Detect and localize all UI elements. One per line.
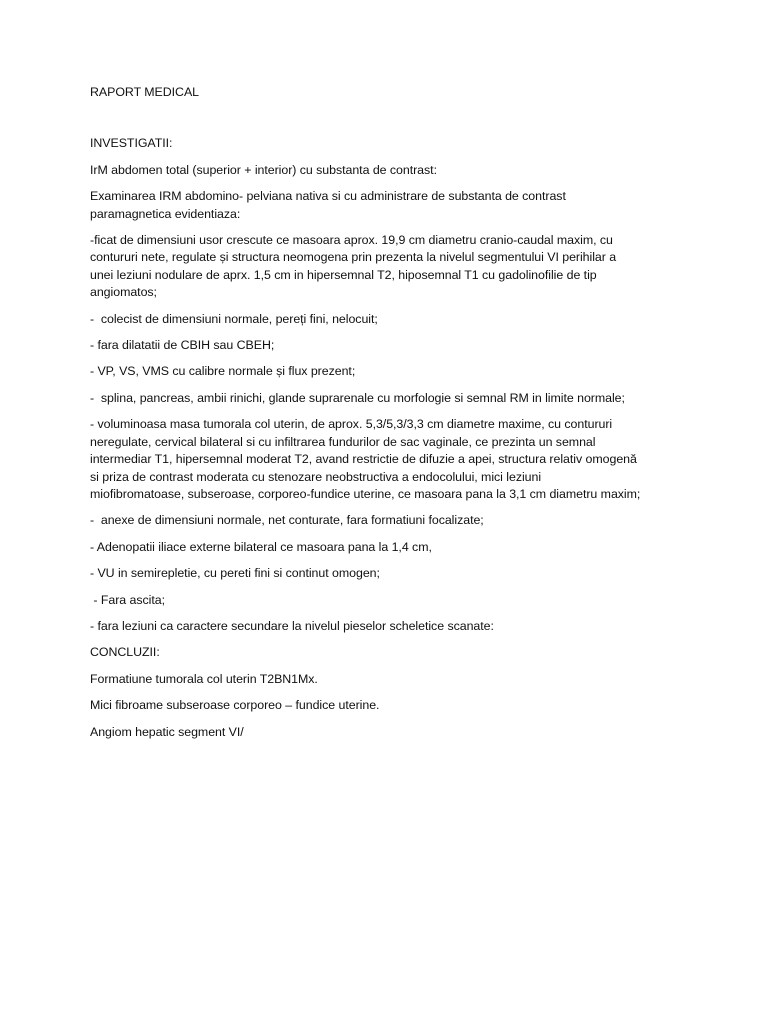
finding-cervical-mass <box>90 416 690 503</box>
finding-line: - colecist de dimensiuni normale, pereți fini, nelocuit; <box>90 311 378 326</box>
investigatii-heading-block <box>90 135 690 152</box>
finding-line: si priza de contrast moderata cu stenozare neobstructiva a endocolului, mici leziuni <box>90 469 542 484</box>
finding-bile-ducts <box>90 337 690 354</box>
exam-title: IrM abdomen total (superior + interior) cu substanta de contrast: <box>90 162 437 177</box>
conclusion-line: Mici fibroame subseroase corporeo – fundice uterine. <box>90 698 380 713</box>
document-title: RAPORT MEDICAL <box>90 85 200 99</box>
finding-line: -ficat de dimensiuni usor crescute ce masoara aprox. 19,9 cm diametru cranio-caudal maxim, cu <box>90 233 613 248</box>
finding-bladder <box>90 565 690 582</box>
finding-line: - voluminoasa masa tumorala col uterin, de aprox. 5,3/5,3/3,3 cm diametre maxime, cu contururi <box>90 417 613 432</box>
finding-organs <box>90 390 690 407</box>
intro-line: paramagnetica evidentiaza: <box>90 206 241 221</box>
finding-skeleton <box>90 618 690 635</box>
concluzii-heading: CONCLUZII: <box>90 645 160 660</box>
finding-line: - anexe de dimensiuni normale, net conturate, fara formatiuni focalizate; <box>90 513 484 528</box>
conclusion-item <box>90 724 690 741</box>
finding-line: - Fara ascita; <box>90 592 166 607</box>
concluzii-heading-block <box>90 644 690 661</box>
exam-title-block <box>90 162 690 179</box>
intro-line: Examinarea IRM abdomino- pelviana nativa si cu administrare de substanta de contrast <box>90 189 566 204</box>
finding-line: - Adenopatii iliace externe bilateral ce masoara pana la 1,4 cm, <box>90 539 432 554</box>
finding-line: - fara dilatatii de CBIH sau CBEH; <box>90 338 275 353</box>
document-page <box>90 84 690 750</box>
finding-line: unei leziuni nodulare de aprx. 1,5 cm in hipersemnal T2, hiposemnal T1 cu gadolinofilie de tip <box>90 267 597 282</box>
finding-line: miofibromatoase, subseroase, corporeo-fundice uterine, ce masoara pana la 3,1 cm diametru maxim; <box>90 486 641 501</box>
finding-line: intermediar T1, hipersemnal moderat T2, avand restrictie de difuzie a apei, structura relativ omogenă <box>90 452 637 467</box>
finding-ascites <box>90 592 690 609</box>
finding-line: neregulate, cervical bilateral si cu infiltrarea fundurilor de sac vaginale, ce prezinta un semnal <box>90 434 596 449</box>
finding-lymph-nodes <box>90 539 690 556</box>
intro-paragraph <box>90 188 690 223</box>
conclusion-line: Formatiune tumorala col uterin T2BN1Mx. <box>90 671 318 686</box>
finding-adnexa <box>90 512 690 529</box>
finding-line: - VU in semirepletie, cu pereti fini si continut omogen; <box>90 566 380 581</box>
investigatii-heading: INVESTIGATII: <box>90 136 173 151</box>
finding-line: - VP, VS, VMS cu calibre normale și flux prezent; <box>90 364 356 379</box>
conclusion-item <box>90 671 690 688</box>
conclusion-line: Angiom hepatic segment VI/ <box>90 724 244 739</box>
finding-veins <box>90 363 690 380</box>
finding-gallbladder <box>90 311 690 328</box>
finding-line: - fara leziuni ca caractere secundare la nivelul pieselor scheletice scanate: <box>90 618 494 633</box>
finding-line: - splina, pancreas, ambii rinichi, glande suprarenale cu morfologie si semnal RM in limite normale; <box>90 390 625 405</box>
finding-line: contururi nete, regulate și structura neomogena prin prezenta la nivelul segmentului VI perihilar a <box>90 250 617 265</box>
finding-line: angiomatos; <box>90 285 157 300</box>
finding-liver <box>90 232 690 302</box>
conclusion-item <box>90 697 690 714</box>
